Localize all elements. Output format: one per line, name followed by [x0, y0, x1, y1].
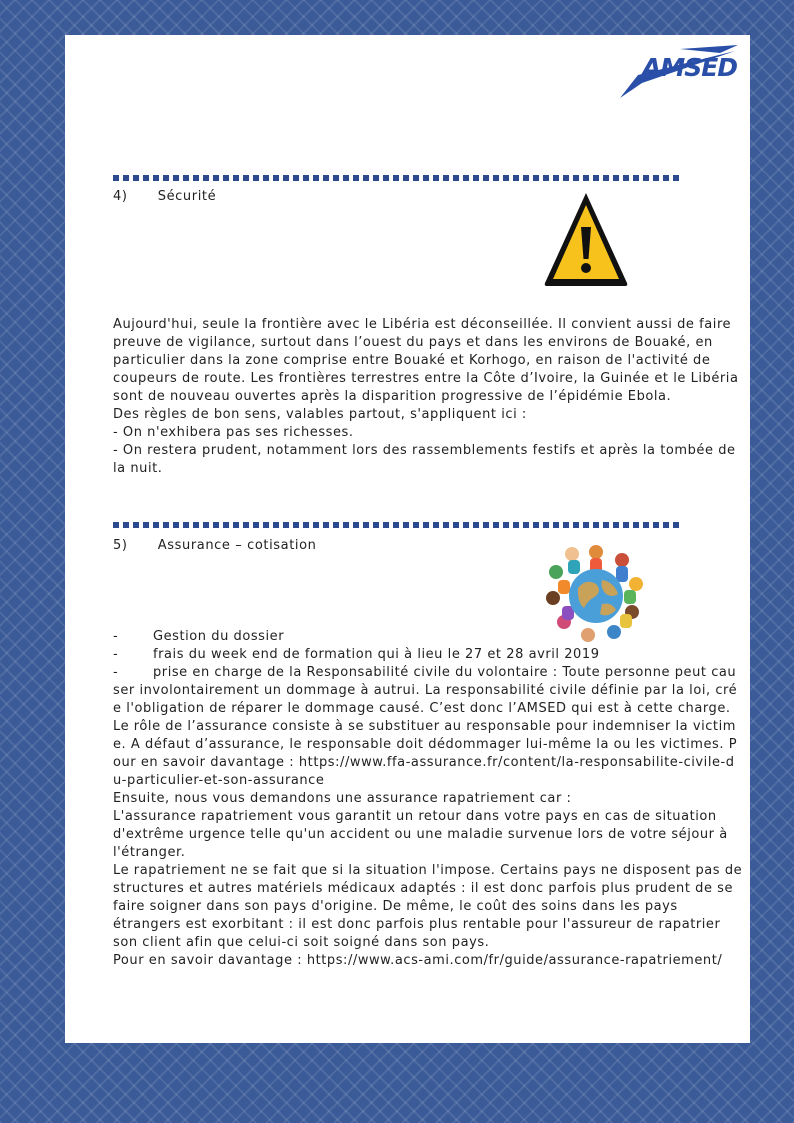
list-item [113, 646, 743, 664]
list-item-text: Gestion du dossier [153, 629, 285, 644]
bullet-mark: - [113, 629, 119, 644]
section-5-body [113, 628, 743, 970]
paragraph: Ensuite, nous vous demandons une assurance rapatriement car : [113, 791, 572, 806]
list-item-text: prise en charge de la Responsabilité civile du volontaire : Toute personne peut causer involontairement un dommage à autrui. La responsabilité civile définie par la loi, crée l'obligation de réparer le dommage causé. C’est donc l’AMSED qui est à cette charge. Le rôle de l’assurance consiste à se substituer au responsable pour indemniser la victime. A défaut d’assurance, le responsable doit dédommager lui-même la ou les victimes. Pour en savoir davantage : https://www.ffa-assurance.fr/content/la-responsabilite-civile-du-particulier-et-son-assurance [113, 665, 738, 788]
section-4-heading [113, 189, 216, 204]
section-title: Sécurité [157, 189, 217, 204]
warning-icon [542, 189, 630, 289]
section-5-heading [113, 538, 317, 553]
page-sheet [65, 35, 750, 1043]
rule-item: - On n'exhibera pas ses richesses. [113, 425, 354, 440]
section-4-body [113, 316, 743, 478]
rules-intro: Des règles de bon sens, valables partout, s'appliquent ici : [113, 407, 527, 422]
more-info-link-text[interactable]: Pour en savoir davantage : https://www.acs-ami.com/fr/guide/assurance-rapatriement/ [113, 953, 723, 968]
list-item [113, 628, 743, 646]
section-number: 5) [113, 538, 128, 553]
list-item [113, 664, 743, 790]
section-divider [113, 175, 681, 181]
paragraph: L'assurance rapatriement vous garantit un retour dans votre pays en cas de situation d'extrême urgence telle qu'un accident ou une maladie survenue lors de votre séjour à l'étranger. [113, 809, 728, 860]
rule-item: - On restera prudent, notamment lors des rassemblements festifs et après la tombée de la nuit. [113, 443, 736, 476]
security-paragraph: Aujourd'hui, seule la frontière avec le Libéria est déconseillée. Il convient aussi de faire preuve de vigilance, surtout dans l’ouest du pays et dans les environs de Bouaké, en particulier dans la zone comprise entre Bouaké et Korhogo, en raison de l'activité de coupeurs de route. Les frontières terrestres entre la Côte d’Ivoire, la Guinée et le Libéria sont de nouveau ouvertes après la disparition progressive de l’épidémie Ebola. [113, 317, 739, 404]
section-title: Assurance – cotisation [157, 538, 317, 553]
paragraph: Le rapatriement ne se fait que si la situation l'impose. Certains pays ne disposent pas de structures et autres matériels médicaux adaptés : il est donc parfois plus prudent de se faire soigner dans son pays d'origine. De même, le coût des soins dans les pays étrangers est exorbitant : il est donc parfois plus rentable pour l'assureur de rapatrier son client afin que celui-ci soit soigné dans son pays. [113, 863, 743, 950]
bullet-mark: - [113, 647, 119, 662]
bullet-mark: - [113, 665, 119, 680]
list-item-text: frais du week end de formation qui à lieu le 27 et 28 avril 2019 [153, 647, 600, 662]
section-divider [113, 522, 681, 528]
logo-text: AMSED [642, 53, 738, 82]
section-number: 4) [113, 189, 128, 204]
amsed-logo [620, 43, 740, 98]
